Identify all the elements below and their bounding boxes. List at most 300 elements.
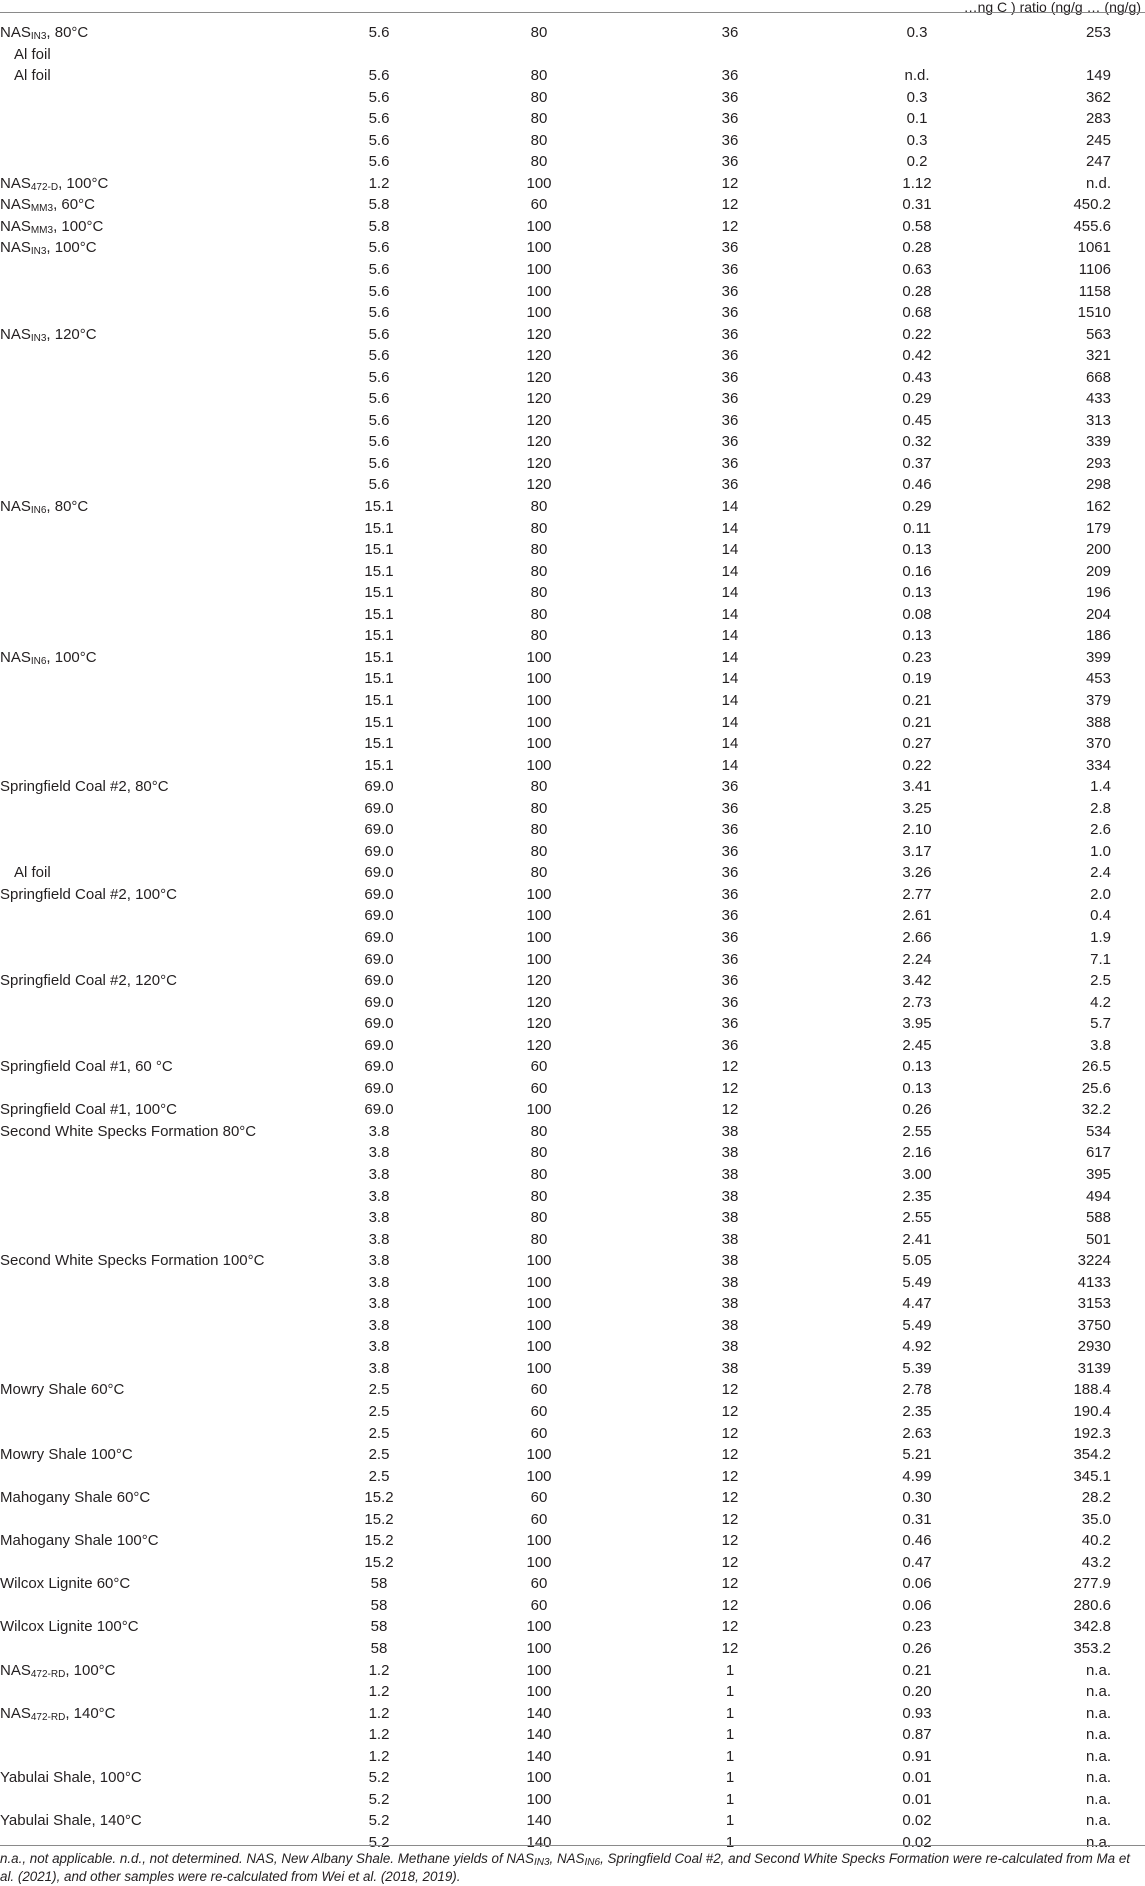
methane-cell: 2.78 [902,1381,932,1399]
yield-cell: 4133 [1077,1273,1111,1291]
temperature-cell: 120 [526,433,552,451]
table-row [0,1466,1145,1488]
sample-cell: $NAS_{472-RD}$, 140°C [0,1704,116,1723]
table-row [0,1013,1145,1035]
yield-cell: 204 [1085,605,1111,623]
toc-cell: 1.2 [368,1704,390,1722]
temperature-cell: 100 [526,756,552,774]
methane-cell: 2.35 [902,1187,932,1205]
table-row [0,819,1145,841]
methane-cell: 0.23 [902,1618,932,1636]
methane-cell: 0.13 [902,1079,932,1097]
sample-cell: Yabulai Shale, 140°C [0,1812,142,1830]
table-row [0,647,1145,669]
temperature-cell: 100 [526,304,552,322]
temperature-cell: 100 [526,282,552,300]
temperature-cell: 80 [530,131,548,149]
toc-cell: 15.1 [364,584,394,602]
methane-cell: 3.17 [902,842,932,860]
yield-cell: 25.6 [1081,1079,1111,1097]
methane-cell: 3.95 [902,1015,932,1033]
temperature-cell: 100 [526,1618,552,1636]
yield-cell: 1510 [1077,304,1111,322]
table-row [0,1293,1145,1315]
temperature-cell: 80 [530,541,548,559]
temperature-cell: 100 [526,1338,552,1356]
methane-cell: 0.68 [902,304,932,322]
methane-cell: 0.42 [902,347,932,365]
methane-cell: 0.13 [902,627,932,645]
methane-cell: 3.25 [902,799,932,817]
toc-cell: 69.0 [364,928,394,946]
temperature-cell: 100 [526,261,552,279]
table-row [0,302,1145,324]
yield-cell: 3153 [1077,1295,1111,1313]
toc-cell: 3.8 [368,1209,390,1227]
table-row [0,1724,1145,1746]
yield-cell: n.a. [1085,1769,1111,1787]
sample-cell: Second White Specks Formation 100°C [0,1252,265,1270]
table-row [0,1789,1145,1811]
sample-cell: Springfield Coal #1, 60 °C [0,1058,173,1076]
methane-cell: 0.27 [902,735,932,753]
temperature-cell: 80 [530,799,548,817]
methane-cell: 1.12 [902,174,932,192]
methane-cell: 0.26 [902,1101,932,1119]
toc-cell: 69.0 [364,885,394,903]
table-row [0,410,1145,432]
table-row [0,1746,1145,1768]
yield-cell: n.a. [1085,1747,1111,1765]
duration-cell: 36 [721,131,739,149]
table-row [0,1121,1145,1143]
duration-cell: 36 [721,67,739,85]
methane-cell: 0.20 [902,1683,932,1701]
yield-cell: 534 [1085,1122,1111,1140]
yield-cell: 5.7 [1090,1015,1111,1033]
table-row [0,151,1145,173]
duration-cell: 36 [721,261,739,279]
temperature-cell: 120 [526,368,552,386]
toc-cell: 15.1 [364,605,394,623]
toc-cell: 5.2 [368,1833,390,1851]
yield-cell: n.a. [1085,1812,1111,1830]
methane-cell: 0.13 [902,584,932,602]
methane-cell: 0.22 [902,756,932,774]
table-row [0,518,1145,540]
yield-cell: 668 [1085,368,1111,386]
duration-cell: 38 [721,1359,739,1377]
toc-cell: 3.8 [368,1144,390,1162]
yield-cell: n.a. [1085,1790,1111,1808]
duration-cell: 1 [725,1726,735,1744]
duration-cell: 38 [721,1209,739,1227]
methane-cell: 0.31 [902,196,932,214]
yield-cell: 321 [1085,347,1111,365]
methane-cell: 0.29 [902,498,932,516]
yield-cell: 190.4 [1073,1403,1111,1420]
toc-cell: 3.8 [368,1122,390,1140]
table-row [0,798,1145,820]
temperature-cell: 100 [526,885,552,903]
duration-cell: 12 [721,1381,739,1399]
sample-cell: $NAS_{IN3}$, 120°C [0,325,97,344]
temperature-cell: 80 [530,842,548,860]
toc-cell: 3.8 [368,1295,390,1313]
yield-cell: 200 [1085,541,1111,559]
toc-cell: 69.0 [364,907,394,925]
temperature-cell: 100 [526,1553,552,1571]
sample-cell: $NAS_{472-D}$, 100°C [0,174,109,193]
toc-cell: 15.2 [364,1510,394,1528]
duration-cell: 36 [721,907,739,925]
yield-cell: n.a. [1085,1726,1111,1744]
sample-cell: $NAS_{IN3}$, 100°C [0,239,97,258]
table-row [0,1703,1145,1725]
table-row [0,1099,1145,1121]
duration-cell: 38 [721,1122,739,1140]
duration-cell: 38 [721,1144,739,1162]
table-row [0,87,1145,109]
methane-cell: 0.29 [902,390,932,408]
methane-cell: 0.3 [906,88,928,106]
temperature-cell: 80 [530,519,548,537]
methane-cell: 0.63 [902,261,932,279]
temperature-cell: 100 [526,1640,552,1658]
methane-cell: 0.22 [902,325,932,343]
sample-cell: $NAS_{472-RD}$, 100°C [0,1661,116,1680]
toc-cell: 58 [370,1596,388,1614]
toc-cell: 3.8 [368,1165,390,1183]
methane-cell: 2.63 [902,1424,932,1442]
yield-cell: 450.2 [1073,196,1111,214]
methane-cell: 2.41 [902,1230,932,1248]
duration-cell: 12 [721,1618,739,1636]
yield-cell: 453 [1085,670,1111,688]
table-row [0,216,1145,238]
toc-cell: 2.5 [368,1381,390,1399]
yield-cell: 370 [1085,735,1111,753]
toc-cell: 2.5 [368,1446,390,1464]
table-row [0,992,1145,1014]
temperature-cell: 80 [530,821,548,839]
duration-cell: 14 [721,756,739,774]
temperature-cell: 100 [526,1359,552,1377]
table-row [0,1336,1145,1358]
methane-cell: 2.55 [902,1122,932,1140]
duration-cell: 12 [721,1101,739,1119]
duration-cell: 36 [721,368,739,386]
toc-cell: 5.6 [368,131,390,149]
methane-cell: 0.02 [902,1833,932,1851]
toc-cell: 15.1 [364,519,394,537]
yield-cell: n.a. [1085,1661,1111,1679]
table-row [0,1056,1145,1078]
table-row [0,1379,1145,1401]
duration-cell: 36 [721,347,739,365]
methane-cell: 0.21 [902,1661,932,1679]
toc-cell: 5.6 [368,67,390,85]
yield-cell: 3139 [1077,1359,1111,1377]
table-row [0,604,1145,626]
table-row [0,582,1145,604]
duration-cell: 14 [721,691,739,709]
yield-cell: 26.5 [1081,1058,1111,1076]
toc-cell: 58 [370,1640,388,1658]
table-row [0,324,1145,346]
temperature-cell: 80 [530,584,548,602]
methane-cell: 0.31 [902,1510,932,1528]
duration-cell: 36 [721,304,739,322]
methane-cell: 3.00 [902,1165,932,1183]
temperature-cell: 140 [526,1812,552,1830]
yield-cell: 253 [1085,24,1111,41]
methane-cell: 0.13 [902,541,932,559]
temperature-cell: 100 [526,1446,552,1464]
yield-cell: 353.2 [1073,1640,1111,1658]
duration-cell: 36 [721,411,739,429]
toc-cell: 69.0 [364,1079,394,1097]
table-row [0,1164,1145,1186]
temperature-cell: 120 [526,476,552,494]
table-row [0,776,1145,798]
temperature-cell: 80 [530,24,548,41]
table-row [0,1401,1145,1423]
temperature-cell: 120 [526,347,552,365]
methane-cell: 0.13 [902,1058,932,1076]
methane-cell: 0.26 [902,1640,932,1658]
table-row [0,1509,1145,1531]
duration-cell: 38 [721,1338,739,1356]
temperature-cell: 80 [530,562,548,580]
table-row [0,474,1145,496]
sample-cell: Mahogany Shale 100°C [0,1532,159,1550]
table-row [0,1616,1145,1638]
methane-cell: 0.02 [902,1812,932,1830]
temperature-cell: 120 [526,1015,552,1033]
methane-cell: 5.39 [902,1359,932,1377]
yield-cell: 149 [1085,67,1111,85]
temperature-cell: 80 [530,67,548,85]
temperature-cell: 80 [530,864,548,882]
toc-cell: 5.6 [368,390,390,408]
methane-cell: 0.93 [902,1704,932,1722]
table-row [0,108,1145,130]
duration-cell: 1 [725,1747,735,1765]
table-row [0,841,1145,863]
duration-cell: 12 [721,1079,739,1097]
toc-cell: 3.8 [368,1252,390,1270]
duration-cell: 36 [721,88,739,106]
methane-cell: 0.47 [902,1553,932,1571]
table-row [0,561,1145,583]
temperature-cell: 60 [530,1381,548,1399]
toc-cell: 5.6 [368,411,390,429]
toc-cell: 58 [370,1618,388,1636]
methane-cell: 0.46 [902,1532,932,1550]
table-top-rule [0,12,1145,13]
temperature-cell: 60 [530,1403,548,1420]
duration-cell: 36 [721,950,739,968]
table-row [0,1186,1145,1208]
toc-cell: 3.8 [368,1230,390,1248]
yield-cell: 192.3 [1073,1424,1111,1442]
table-row [0,1444,1145,1466]
duration-cell: 36 [721,454,739,472]
toc-cell: 5.6 [368,325,390,343]
yield-cell: 1.9 [1090,928,1111,946]
table-row [0,44,1145,66]
toc-cell: 5.6 [368,304,390,322]
yield-cell: 313 [1085,411,1111,429]
table-row [0,1810,1145,1832]
duration-cell: 14 [721,605,739,623]
sample-cell: Al foil [14,45,51,63]
methane-cell: 0.1 [906,110,928,128]
toc-cell: 1.2 [368,174,390,192]
duration-cell: 14 [721,519,739,537]
table-row [0,1660,1145,1682]
duration-cell: 12 [721,1510,739,1528]
yield-cell: 342.8 [1073,1618,1111,1636]
temperature-cell: 140 [526,1704,552,1722]
duration-cell: 14 [721,584,739,602]
duration-cell: 36 [721,390,739,408]
table-row [0,1272,1145,1294]
table-row [0,453,1145,475]
yield-cell: 35.0 [1081,1510,1111,1528]
yield-cell: 2.4 [1090,864,1111,882]
toc-cell: 15.2 [364,1489,394,1507]
methane-cell: 0.06 [902,1575,932,1593]
temperature-cell: 60 [530,1575,548,1593]
toc-cell: 69.0 [364,993,394,1011]
duration-cell: 14 [721,498,739,516]
yield-cell: 362 [1085,88,1111,106]
toc-cell: 69.0 [364,1036,394,1054]
yield-cell: 494 [1085,1187,1111,1205]
methane-cell: 2.24 [902,950,932,968]
yield-cell: 354.2 [1073,1446,1111,1464]
table-row [0,431,1145,453]
yield-cell: 1.0 [1090,842,1111,860]
toc-cell: 69.0 [364,1101,394,1119]
toc-cell: 15.1 [364,541,394,559]
duration-cell: 1 [725,1769,735,1787]
duration-cell: 36 [721,433,739,451]
methane-cell: 2.16 [902,1144,932,1162]
yield-cell: 563 [1085,325,1111,343]
duration-cell: 38 [721,1316,739,1334]
duration-cell: 12 [721,196,739,214]
table-row [0,712,1145,734]
table-row [0,1207,1145,1229]
toc-cell: 5.6 [368,476,390,494]
table-row [0,1142,1145,1164]
methane-cell: 2.66 [902,928,932,946]
duration-cell: 1 [725,1704,735,1722]
duration-cell: 12 [721,1532,739,1550]
toc-cell: 5.6 [368,88,390,106]
duration-cell: 36 [721,110,739,128]
duration-cell: 36 [721,885,739,903]
table-row [0,259,1145,281]
yield-cell: 3750 [1077,1316,1111,1334]
sample-cell: Springfield Coal #2, 100°C [0,885,177,903]
table-row [0,1595,1145,1617]
table-row [0,1681,1145,1703]
duration-cell: 36 [721,325,739,343]
sample-cell: Al foil [14,864,51,882]
methane-cell: 0.01 [902,1769,932,1787]
yield-cell: 209 [1085,562,1111,580]
methane-cell: 0.23 [902,648,932,666]
duration-cell: 14 [721,541,739,559]
yield-cell: 588 [1085,1209,1111,1227]
duration-cell: 36 [721,282,739,300]
table-row [0,625,1145,647]
yield-cell: 293 [1085,454,1111,472]
duration-cell: 36 [721,1036,739,1054]
temperature-cell: 80 [530,605,548,623]
temperature-cell: 100 [526,217,552,235]
sample-cell: $NAS_{IN6}$, 80°C [0,498,89,517]
toc-cell: 15.1 [364,691,394,709]
yield-cell: 379 [1085,691,1111,709]
temperature-cell: 100 [526,907,552,925]
table-row [0,970,1145,992]
table-row [0,65,1145,87]
methane-cell: n.d. [904,67,930,85]
duration-cell: 36 [721,842,739,860]
methane-cell: 0.3 [906,24,928,41]
temperature-cell: 80 [530,1144,548,1162]
sample-cell: $NAS_{MM3}$, 60°C [0,196,95,215]
methane-cell: 0.43 [902,368,932,386]
temperature-cell: 100 [526,928,552,946]
yield-cell: 2.6 [1090,821,1111,839]
duration-cell: 36 [721,153,739,171]
temperature-cell: 80 [530,1165,548,1183]
yield-cell: 40.2 [1081,1532,1111,1550]
temperature-cell: 140 [526,1726,552,1744]
methane-cell: 0.11 [902,519,932,537]
temperature-cell: 120 [526,972,552,990]
toc-cell: 5.6 [368,433,390,451]
toc-cell: 5.6 [368,454,390,472]
table-row [0,949,1145,971]
yield-cell: 501 [1085,1230,1111,1248]
duration-cell: 12 [721,1596,739,1614]
toc-cell: 69.0 [364,1058,394,1076]
methane-cell: 0.87 [902,1726,932,1744]
toc-cell: 5.6 [368,261,390,279]
temperature-cell: 60 [530,1058,548,1076]
table-row [0,1250,1145,1272]
temperature-cell: 100 [526,1790,552,1808]
toc-cell: 69.0 [364,972,394,990]
duration-cell: 36 [721,972,739,990]
table-row [0,539,1145,561]
temperature-cell: 80 [530,1230,548,1248]
toc-cell: 2.5 [368,1467,390,1485]
sample-cell: $NAS_{IN6}$, 100°C [0,648,97,667]
temperature-cell: 120 [526,325,552,343]
methane-cell: 0.19 [902,670,932,688]
toc-cell: 2.5 [368,1403,390,1420]
toc-cell: 69.0 [364,864,394,882]
table-row [0,1078,1145,1100]
